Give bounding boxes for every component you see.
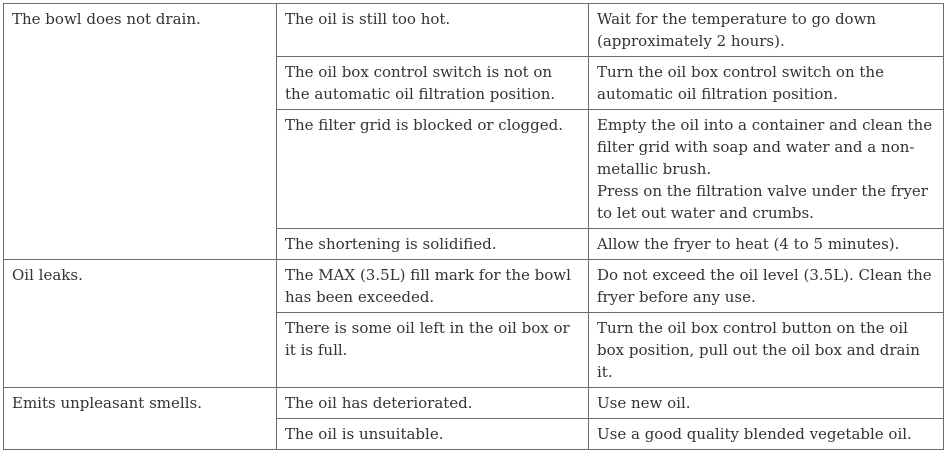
table-row — [4, 260, 944, 313]
solution-cell — [589, 260, 944, 313]
solution-cell — [589, 229, 944, 260]
solution-text: Do not exceed the oil level (3.5L). Clean the fryer before any use. — [597, 266, 932, 306]
solution-cell — [589, 110, 944, 229]
cause-cell: The oil has deteriorated. — [277, 388, 589, 419]
solution-text: Use new oil. — [597, 394, 691, 412]
solution-cell — [589, 388, 944, 419]
solution-text: Press on the filtration valve under the fryer to let out water and crumbs. — [597, 182, 928, 222]
table-row — [4, 388, 944, 419]
solution-text: Turn the oil box control button on the oil box position, pull out the oil box and drain it. — [597, 319, 920, 381]
solution-text: Allow the fryer to heat (4 to 5 minutes). — [597, 235, 900, 253]
cause-cell: The oil is still too hot. — [277, 4, 589, 57]
solution-text: Use a good quality blended vegetable oil. — [597, 425, 912, 443]
cause-cell: The oil box control switch is not on the automatic oil filtration position. — [277, 57, 589, 110]
cause-cell: The filter grid is blocked or clogged. — [277, 110, 589, 229]
solution-text: Empty the oil into a container and clean the filter grid with soap and water and a non-metallic brush. — [597, 116, 933, 178]
solution-cell — [589, 313, 944, 388]
solution-cell — [589, 4, 944, 57]
solution-text: Wait for the temperature to go down (approximately 2 hours). — [597, 10, 877, 50]
problem-cell: Emits unpleasant smells. — [4, 388, 277, 450]
table-row — [4, 4, 944, 57]
problem-cell: Oil leaks. — [4, 260, 277, 388]
problem-cell: The bowl does not drain. — [4, 4, 277, 260]
cause-cell: The shortening is solidified. — [277, 229, 589, 260]
troubleshooting-table — [3, 3, 944, 450]
solution-text: Turn the oil box control switch on the automatic oil filtration position. — [597, 63, 884, 103]
solution-cell — [589, 57, 944, 110]
cause-cell: The oil is unsuitable. — [277, 419, 589, 450]
cause-cell: The MAX (3.5L) fill mark for the bowl has been exceeded. — [277, 260, 589, 313]
cause-cell: There is some oil left in the oil box or it is full. — [277, 313, 589, 388]
